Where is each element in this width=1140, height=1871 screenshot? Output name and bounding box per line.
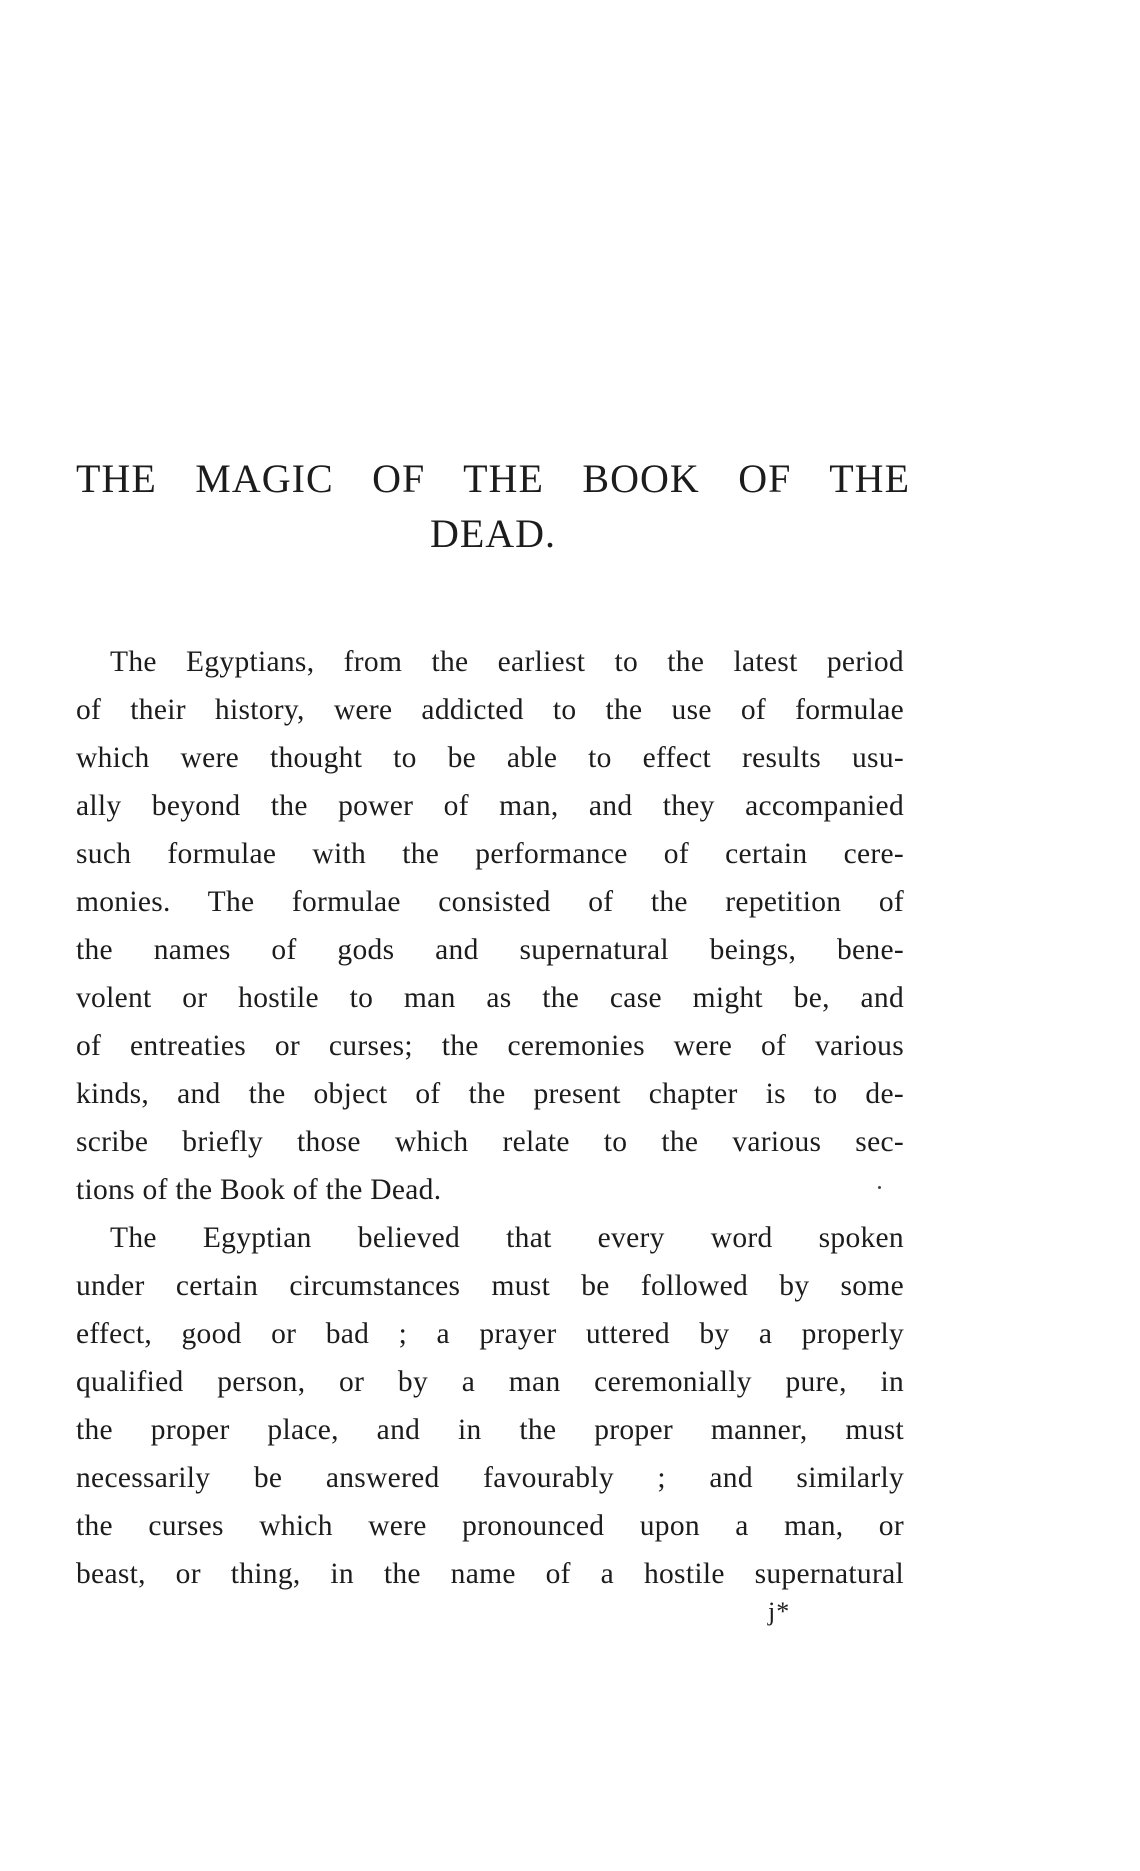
text-line: monies. The formulae consisted of the repetition of — [76, 886, 904, 918]
text-line: the curses which were pronounced upon a man, or — [76, 1510, 904, 1542]
text-line: of entreaties or curses; the ceremonies were of various — [76, 1030, 904, 1062]
text-line: The Egyptian believed that every word spoken — [110, 1222, 904, 1254]
text-line: kinds, and the object of the present chapter is to de- — [76, 1078, 904, 1110]
text-line: tions of the Book of the Dead. — [76, 1174, 442, 1206]
text-line: necessarily be answered favourably ; and similarly — [76, 1462, 904, 1494]
ink-speck — [878, 1186, 881, 1189]
text-line: volent or hostile to man as the case might be, and — [76, 982, 904, 1014]
text-line: effect, good or bad ; a prayer uttered by a properly — [76, 1318, 904, 1350]
text-line: scribe briefly those which relate to the various sec- — [76, 1126, 904, 1158]
text-line: The Egyptians, from the earliest to the latest period — [110, 646, 904, 678]
text-line: the names of gods and supernatural beings, bene- — [76, 934, 904, 966]
text-line: the proper place, and in the proper manner, must — [76, 1414, 904, 1446]
signature-mark: j* — [768, 1597, 791, 1626]
text-line: of their history, were addicted to the use of formulae — [76, 694, 904, 726]
chapter-title-line-2: DEAD. — [429, 511, 557, 556]
text-line: qualified person, or by a man ceremonially pure, in — [76, 1366, 904, 1398]
text-line: such formulae with the performance of certain cere- — [76, 838, 904, 870]
text-line: ally beyond the power of man, and they accompanied — [76, 790, 904, 822]
text-line: beast, or thing, in the name of a hostile supernatural — [76, 1558, 904, 1590]
text-line: under certain circumstances must be followed by some — [76, 1270, 904, 1302]
chapter-title-line-1: THE MAGIC OF THE BOOK OF THE — [76, 456, 910, 501]
text-line: which were thought to be able to effect results usu- — [76, 742, 904, 774]
